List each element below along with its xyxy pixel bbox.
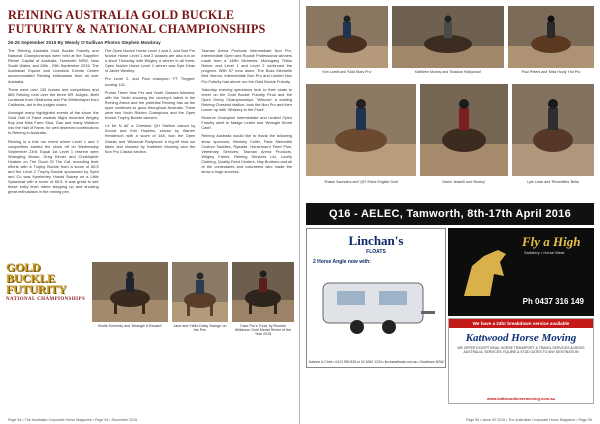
fly-high-ad[interactable] [448, 228, 594, 316]
paragraph: Pronto Three Year Pro and Youth Classes followed, with the Youth showing the country's talent in the Reining Arena and the potential Reining has as the sport continues to grow throughout Australia. There were two Youth Ridden Champions and the Open Novice Trophy Buckle winners. [104, 89, 196, 121]
photo-caption: Paul Peters and 'Miss Hooly' Hot Pro [521, 70, 581, 74]
paragraph: Reining Australia would like to thank the following show sponsors, Brinkley Collin, Fade Merredith Custom Saddles, Ryeside, Horseman's Feed Plus, Veterinary Services, Tasman Arena Products, Wrigley Farms, Reining Services Ltd, Lovely Clothing, Quality Feed Centers, Hay Brothers and all of the contestants and volunteers who made the show a huge success. [201, 133, 293, 175]
ad-top-strip: We have a 24hr breakdown service available [449, 319, 593, 328]
rider-photo-1 [92, 262, 168, 322]
horse-photo-icon [508, 6, 594, 68]
body-column-3 [201, 48, 292, 258]
paragraph: Pro Level 2, and Paul champion 'FT Tinygee' scoring 142. [104, 76, 196, 87]
linchan-floats-ad[interactable] [306, 228, 446, 368]
horse-float-icon [317, 275, 437, 339]
rider-photo-3 [232, 262, 294, 322]
paragraph: Saturday evening spectators took to their seats to cheer on the Gold Buckle Futurity Final and the Open Derby Championships. 'Whizzer' a leading Reining Chestnut stallion, took the Non Pro and then runner up with 'Whiskey to the Front'. [201, 86, 293, 113]
photo-caption: Case Pro's Treat, by Ricardo Wilkinson Gold Medal Reiner of the Year 2015 [234, 324, 292, 337]
horse-photo-icon [512, 84, 594, 176]
paragraph: The Open Novice Horse Level 1 and 2, and Non Pro Novice Horse Level 1 and 2 classes are also run on a short Thursday with Wrigley a winner in all three. Open Novice Horse Level 1 winner was Kyle Dean of Jamie Westley. [104, 48, 196, 74]
ad-subtitle: Saddlery • Horse Wear [524, 250, 565, 255]
horse-photo-icon [306, 84, 416, 176]
paragraph: Reining is a trial run event where Level 1 and 2 competitors started the show off on Wednesday September 23rd. Equal 1st Level 1 reserve were Wrangling Brown, Greg Kinner and Christopher Hoaken on The Good Of The Cat, recording their efforts with a Trophy Buckle from a score of 65.5 and the Level 2 Trophy Buckle sponsored by Syed and Co was Kymberley Howat Stacey on a Little Splashcat with a score of 65.5. It was great to see these entry level riders stepping up and showing great enthusiasm in the reining pen. [8, 138, 99, 195]
ad-brand-sub: FLOATS [366, 249, 386, 255]
rider-photo-mid-3 [512, 84, 594, 176]
horse-photo-icon [172, 262, 228, 322]
ad-contact: Julanne & Chris • 0413 990 826 or 02 6262 1234 • linchansfloats.com.au • Bookham NSW [308, 360, 444, 364]
paragraph: Tasman Arena Products Intermediate Non Pro, Intermediate Open and Rookie Professional winners made from a 149th Moments, Mahogany Tinkie Reiner and Level 1 and Level 2 continued the program. With 57 runs down, The Boss Mechelle Bird Vernon, Intermediate Non Pro and Limited Non Pro Futurity had above run the Gold Buckle Futurity. [201, 48, 293, 84]
article-body [8, 48, 292, 258]
horse-silhouette-icon [454, 236, 518, 308]
rider-photo-top-3 [508, 6, 594, 68]
photo-caption: Kathleen Murray and 'Shadow Hollywood' [414, 70, 482, 74]
kattwood-ad[interactable] [448, 318, 594, 404]
ad-brand: Fly a High [522, 234, 581, 249]
horse-photo-icon [306, 6, 388, 68]
page-footer-left: Page 54 • The Australian Corporate Horse Magazine • Page 54 • December 2015 [8, 418, 138, 422]
ad-text: WE OFFER EXCEPTIONAL HORSE TRANSPORT & TRAVEL SERVICES ACROSS AUSTRALIA, SERVICES: EQUINE & STUD GATES TO ANY DESTINATION [457, 346, 585, 354]
gold-buckle-logo [6, 262, 86, 322]
paragraph: 'Lil Mr N All' a Chestnut QH Stallion owned by Donna and Erin Hopkins, shown by Warren Henderson with a score of 148, won the Open Classic and 'Whizzcat Rollyhood' a leg-off shot run taken and showed by Kathleen Mooring won the Non Pro Classic section. [104, 123, 196, 154]
rider-photo-mid-1 [306, 84, 416, 176]
logo-line-2: FUTURITY [6, 282, 67, 296]
logo-line-3: NATIONAL CHAMPIONSHIPS [6, 297, 86, 302]
logo-line-1: GOLD BUCKLE [6, 260, 55, 285]
ad-website: www.kattwoodhorsemoving.com.au [486, 396, 556, 401]
horse-photo-icon [392, 6, 504, 68]
body-column-2 [105, 48, 196, 258]
rider-photo-2 [172, 262, 228, 322]
horse-photo-icon [420, 84, 508, 176]
photo-caption: Danni Jesselli and 'Moxley' [442, 180, 486, 184]
paragraph: The Reining Australia Gold Buckle Futurity and National Championships were held at the Sapphire Reiner Capital of Australia, Tamworth NSW, New South Wales, and 28th - 29th September 2015. The Australian Equine and Livestock Events Centre accommodated Reining enthusiasts from all over Australia. [8, 48, 99, 84]
page-footer-right: Page 55 • Issue 02 2015 • The Australian Corporate Horse Magazine • Page 55 [465, 418, 592, 422]
ad-brand: Kattwood Horse Moving [465, 332, 577, 344]
article-byline: 25-26 September 2015 By Wendy O'Sullivan Photos Stephen Mowbray [8, 40, 161, 45]
rider-photo-top-2 [392, 6, 504, 68]
right-page [300, 0, 600, 424]
photo-caption: Kristie Kennedy and 'Wrangle A Reward' [97, 324, 163, 328]
ad-phone: Ph 0437 316 149 [522, 297, 584, 306]
ad-heading: 2 Horse Angle now with: [313, 259, 371, 265]
paragraph: Amongst many highlighted events of the show, the Gold Hall of Fame awards Night recorded Wrigley Boy and Miss Farm Stud, Dan and many Waldron into the Hall of Fame, for well deserved contributions to Reining in Australia. [8, 110, 99, 136]
rider-photo-mid-2 [420, 84, 508, 176]
photo-caption: Kim Larritt and 'Kidd Stars Pro' [322, 70, 372, 74]
body-column-1 [8, 48, 99, 258]
article-title: REINING AUSTRALIA GOLD BUCKLE FUTURITY & NATIONAL CHAMPIONSHIPS [8, 8, 266, 36]
photo-caption: Lyle Lowe and 'Rinchilities' Bella [527, 180, 579, 184]
horse-photo-icon [232, 262, 294, 322]
rider-photo-top-1 [306, 6, 388, 68]
horse-photo-icon [92, 262, 168, 322]
photo-caption: Shawn Saunders and 'QH' Shine English Gold [324, 180, 398, 184]
paragraph: There were over 135 horses and competitors and 685 Reining runs over the three NR Judges, Brett Lunstead from Oklahoma and Pat Whitechapel from California, sat in the judges chairs. [8, 86, 99, 107]
event-banner: Q16 - AELEC, Tamworth, 8th-17th April 2016 [306, 203, 594, 225]
photo-caption: Jane and 'Hello Daisy Swings' on the Pen [173, 324, 227, 333]
ad-brand: Linchan's [348, 233, 404, 248]
paragraph: Reserve Champion Intermediate and Limited Open Futurity went to Madge Lester and 'Wrangle Smart Cash'. [201, 115, 293, 131]
